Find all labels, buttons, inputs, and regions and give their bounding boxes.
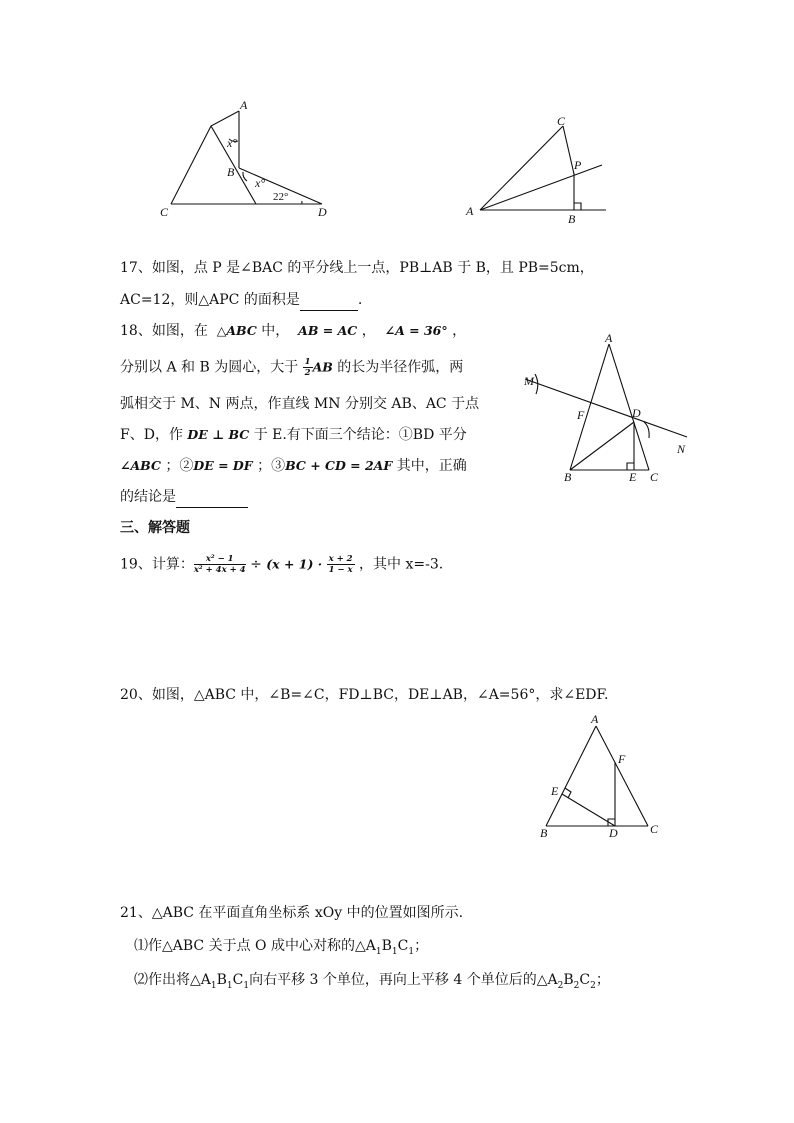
fig20-label-d: D: [609, 826, 618, 840]
figure-q16-svg: [150, 95, 350, 225]
fig20-ac: [596, 726, 648, 826]
q21-p1-s3: 1: [408, 946, 415, 957]
fig16-label-c: C: [160, 205, 169, 219]
q18-line-2-a: 分别以 A 和 B 为圆心，大于: [120, 359, 299, 376]
q18-line-4: [120, 425, 467, 445]
fig20-label-f: F: [618, 752, 626, 766]
q18-line-4-b: 于 E.有下面三个结论：①BD 平分: [253, 427, 467, 443]
q18-line-4-a: F、D，作: [120, 427, 183, 443]
figure-q20-svg: [532, 710, 672, 842]
fig17-bisector: [480, 165, 602, 210]
fig18-mn-line: [525, 379, 687, 437]
q18-line-6: [120, 487, 248, 508]
q18-de-perp-bc: DE ⊥ BC: [187, 427, 250, 442]
q19-prefix: 19、计算：: [120, 556, 194, 573]
q18-ab-eq-ac: AB = AC: [298, 323, 358, 338]
q19-f2-den: 1 − x: [328, 565, 353, 575]
section-3-title: 三、解答题: [120, 520, 190, 536]
q19-f2-num: x + 2: [328, 554, 353, 564]
q19-f1-num: x² − 1: [194, 554, 246, 565]
fig20-label-a: A: [591, 712, 599, 726]
q18-angle-abc: ∠ABC: [120, 458, 161, 473]
q18-line-5-c: 其中，正确: [396, 458, 467, 474]
q21-p1-a: ⑴作△ABC 关于点 O 成中心对称的△A: [134, 938, 376, 954]
fig16-label-x2: x°: [255, 176, 266, 190]
q21-part-2: [134, 970, 610, 996]
fig17-ac-ray: [480, 126, 563, 210]
q18-line-2-b: 的长为半径作弧，两: [337, 359, 464, 376]
q18-comma: ，: [361, 323, 376, 339]
fig20-label-e: E: [551, 784, 559, 798]
fig20-label-b: B: [540, 826, 548, 840]
q21-p2-s1: 1: [210, 980, 217, 991]
q18-ab: AB: [312, 359, 333, 375]
q17-line-2-text: AC=12，则△APC 的面积是: [120, 292, 300, 308]
q21-p1-c: C: [397, 938, 409, 954]
q21-p2-s2: 1: [226, 980, 233, 991]
q18-zhong: 中，: [261, 323, 290, 339]
fig16-label-x1: x°: [227, 136, 238, 150]
figure-q17-svg: [460, 110, 620, 230]
q21-p2-c: C: [232, 972, 244, 988]
q19-mid: (x + 1) ·: [266, 556, 323, 572]
figure-q20: [532, 710, 672, 842]
q18-line-5-b: ；③: [257, 458, 286, 474]
q19-line: [120, 554, 443, 575]
q17-line-1: 17、如图，点 P 是∠BAC 的平分线上一点，PB⊥AB 于 B，且 PB=5cm，: [120, 260, 594, 276]
q21-p2-s5: 2: [573, 980, 580, 991]
q21-p2-s6: 2: [590, 980, 596, 991]
q18-line-3: 弧相交于 M、N 两点，作直线 MN 分别交 AB、AC 于点: [120, 396, 480, 412]
fig18-label-d: D: [632, 406, 641, 420]
fig17-c-p: [563, 126, 574, 174]
fig17-label-p: P: [574, 158, 582, 172]
q18-line-2: [120, 357, 463, 378]
q21-p2-a: ⑵作出将△A: [134, 972, 211, 988]
q18-tri-abc: △ABC: [216, 323, 257, 338]
fig17-label-a: A: [466, 204, 474, 218]
q18-prefix: 18、如图，在: [120, 323, 208, 339]
q21-p2-b: B: [216, 972, 227, 988]
fig16-label-22deg: 22°: [273, 191, 289, 203]
q21-p1-d: ；: [414, 938, 429, 954]
fig18-label-a: A: [605, 331, 613, 345]
fig16-angle-arc-2: [243, 172, 247, 181]
fig18-label-c: C: [650, 470, 659, 484]
fig18-label-e: E: [629, 470, 637, 484]
q19-f1-den: x² + 4x + 4: [193, 565, 246, 575]
q18-half-den: 2: [304, 368, 311, 378]
fig18-arc-m: [535, 374, 538, 394]
q18-answer-blank[interactable]: [176, 487, 248, 508]
figure-q18-svg: [505, 328, 705, 488]
q19-div: ÷: [250, 556, 262, 573]
q21-p2-s4: 2: [557, 980, 564, 991]
fig18-arc-n: [644, 422, 649, 438]
figure-q16: [150, 95, 350, 225]
fig18-label-f: F: [577, 408, 585, 422]
fig18-ac: [609, 344, 649, 470]
q19-fraction-2: [327, 554, 355, 575]
q17-line-2: [120, 290, 362, 311]
q18-bc-cd: BC + CD = 2AF: [285, 458, 393, 473]
q18-line-5-a: ；②: [165, 458, 194, 474]
fig18-label-b: B: [564, 470, 572, 484]
q21-p2-g: ；: [595, 972, 610, 988]
fig20-ed: [562, 794, 615, 826]
q21-p2-e: B: [563, 972, 574, 988]
q21-p2-f: C: [579, 972, 591, 988]
q21-p1-s1: 1: [375, 946, 382, 957]
q20-line: 20、如图，△ABC 中，∠B=∠C，FD⊥BC，DE⊥AB，∠A=56°，求∠EDF.: [120, 687, 609, 703]
fig18-bd: [570, 422, 634, 470]
fig17-label-b: B: [568, 212, 576, 226]
figure-q17: [460, 110, 620, 230]
fig18-label-m: M: [524, 374, 534, 388]
q18-line-5: [120, 456, 467, 476]
q21-p1-b: B: [381, 938, 392, 954]
fig17-right-angle: [574, 203, 581, 210]
q21-p2-s3: 1: [243, 980, 250, 991]
q17-answer-blank[interactable]: [300, 290, 358, 311]
q21-line-1: 21、△ABC 在平面直角坐标系 xOy 中的位置如图所示.: [120, 905, 464, 921]
q19-suffix: ，其中 x=-3.: [359, 556, 444, 573]
figure-q18: [505, 328, 705, 488]
q18-half-num: 1: [304, 357, 311, 367]
fig16-label-a: A: [240, 98, 248, 112]
q17-line-2-end: .: [357, 292, 363, 308]
q18-line-1: [120, 321, 466, 341]
q21-p1-s2: 1: [391, 946, 398, 957]
q21-p2-d: 向右平移 3 个单位，再向上平移 4 个单位后的△A: [249, 972, 558, 988]
q18-comma-2: ，: [452, 323, 467, 339]
q18-de-eq-df: DE = DF: [193, 458, 253, 473]
fig16-label-b: B: [227, 165, 235, 179]
q18-angle-a: ∠A = 36°: [384, 323, 448, 338]
q19-fraction-1: [194, 554, 246, 575]
fig18-label-n: N: [677, 442, 686, 456]
q18-half-fraction: [303, 357, 313, 378]
fig17-label-c: C: [557, 114, 566, 128]
q18-line-6-text: 的结论是: [120, 489, 176, 505]
fig18-right-angle: [627, 463, 634, 470]
fig16-label-d: D: [318, 205, 327, 219]
q21-part-1: [134, 936, 428, 962]
fig20-label-c: C: [650, 822, 659, 836]
fig20-ab: [546, 726, 596, 826]
